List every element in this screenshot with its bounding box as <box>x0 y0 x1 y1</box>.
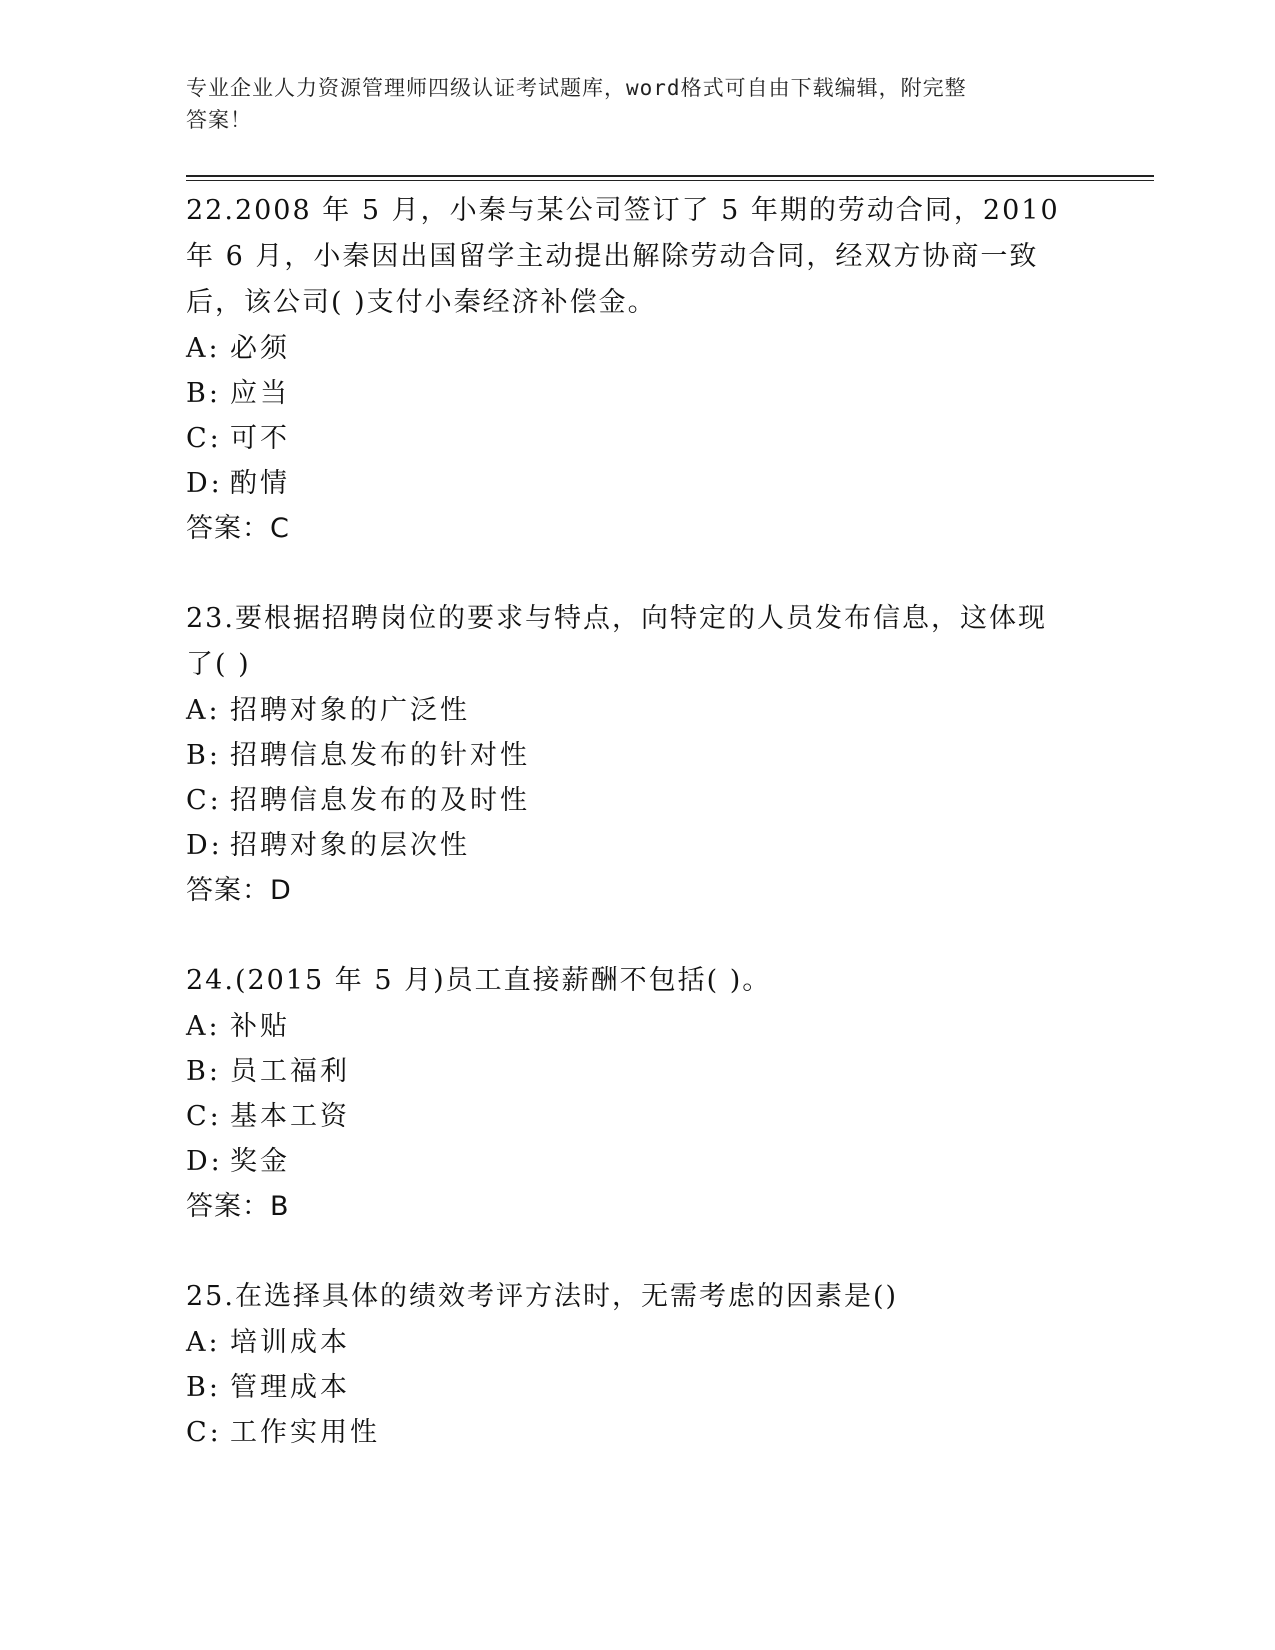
option-text: 奖金 <box>230 1146 290 1177</box>
option-c <box>186 416 1066 461</box>
option-a <box>186 326 1066 371</box>
answer-line: 答案：C <box>186 513 290 544</box>
header-divider-thick <box>186 175 1154 177</box>
option-letter: B: <box>186 378 221 409</box>
option-text: 招聘对象的层次性 <box>230 830 470 861</box>
option-letter: C: <box>186 1417 222 1448</box>
option-letter: C: <box>186 785 222 816</box>
question-25 <box>186 1274 1066 1455</box>
document-header <box>186 72 1066 136</box>
question-23 <box>186 596 1066 914</box>
option-text: 招聘信息发布的针对性 <box>230 740 530 771</box>
question-22 <box>186 188 1066 552</box>
option-text: 工作实用性 <box>230 1417 380 1448</box>
option-text: 招聘信息发布的及时性 <box>230 785 530 816</box>
option-text: 培训成本 <box>230 1327 350 1358</box>
option-d <box>186 461 1066 506</box>
option-letter: A: <box>186 1327 221 1358</box>
option-letter: D: <box>186 1146 223 1177</box>
option-letter: B: <box>186 740 221 771</box>
option-d <box>186 1139 1066 1184</box>
header-line-1: 专业企业人力资源管理师四级认证考试题库，word格式可自由下载编辑，附完整 <box>186 76 967 100</box>
option-a <box>186 1320 1066 1365</box>
option-a <box>186 688 1066 733</box>
option-letter: A: <box>186 1011 221 1042</box>
option-letter: D: <box>186 468 223 499</box>
question-text: 25.在选择具体的绩效考评方法时，无需考虑的因素是() <box>186 1281 899 1312</box>
option-text: 员工福利 <box>230 1056 350 1087</box>
option-b <box>186 1365 1066 1410</box>
option-text: 可不 <box>230 423 290 454</box>
option-text: 管理成本 <box>230 1372 350 1403</box>
option-text: 酌情 <box>230 468 290 499</box>
option-text: 必须 <box>230 333 290 364</box>
answer-line: 答案：B <box>186 1191 290 1222</box>
option-c <box>186 1094 1066 1139</box>
option-letter: A: <box>186 333 221 364</box>
option-a <box>186 1004 1066 1049</box>
option-letter: B: <box>186 1372 221 1403</box>
question-text: 24.(2015 年 5 月)员工直接薪酬不包括( )。 <box>186 965 772 996</box>
header-divider-thin <box>186 180 1154 181</box>
question-text: 23.要根据招聘岗位的要求与特点，向特定的人员发布信息，这体现了( ) <box>186 603 1047 680</box>
question-list <box>186 188 1066 1499</box>
header-line-2: 答案！ <box>186 108 252 132</box>
option-text: 基本工资 <box>230 1101 350 1132</box>
option-c <box>186 1410 1066 1455</box>
option-letter: C: <box>186 423 222 454</box>
answer-line: 答案：D <box>186 875 292 906</box>
option-letter: C: <box>186 1101 222 1132</box>
option-letter: B: <box>186 1056 221 1087</box>
option-letter: A: <box>186 695 221 726</box>
option-letter: D: <box>186 830 223 861</box>
option-b <box>186 371 1066 416</box>
question-24 <box>186 958 1066 1230</box>
option-text: 应当 <box>230 378 290 409</box>
option-b <box>186 733 1066 778</box>
question-text: 22.2008 年 5 月，小秦与某公司签订了 5 年期的劳动合同，2010 年 6 月，小秦因出国留学主动提出解除劳动合同，经双方协商一致后，该公司( )支付小秦经济补偿金。 <box>186 195 1060 318</box>
option-text: 补贴 <box>230 1011 290 1042</box>
option-d <box>186 823 1066 868</box>
option-c <box>186 778 1066 823</box>
option-text: 招聘对象的广泛性 <box>230 695 470 726</box>
option-b <box>186 1049 1066 1094</box>
